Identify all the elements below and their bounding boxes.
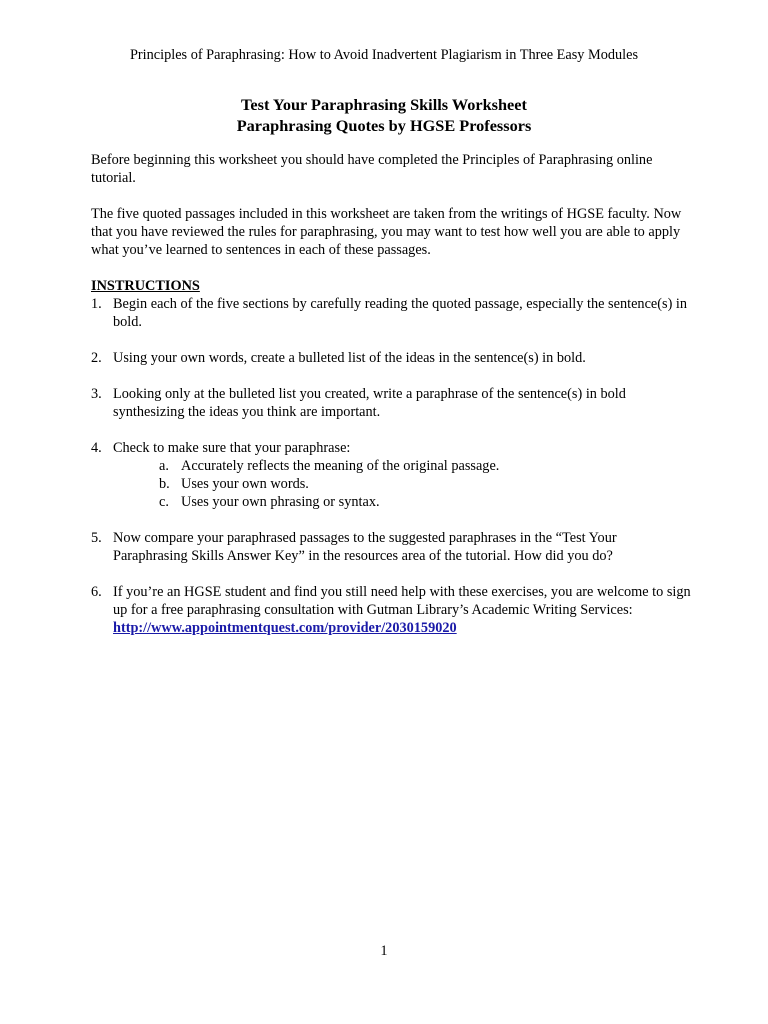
intro-paragraph-2: The five quoted passages included in this worksheet are taken from the writings of HGSE faculty. Now that you have reviewed the rules for paraphrasing, you may want to test how well you are able to apply what you’ve learned to sentences in each of these passages. — [91, 206, 682, 258]
instruction-item-6 — [91, 583, 691, 637]
instruction-item-3 — [91, 385, 691, 421]
instruction-number: 4. — [91, 440, 102, 456]
checklist-letter: a. — [159, 458, 169, 474]
instruction-number: 5. — [91, 530, 102, 546]
checklist-letter: b. — [159, 476, 170, 492]
appointment-link[interactable]: http://www.appointmentquest.com/provider/2030159020 — [113, 620, 457, 636]
instruction-text: If you’re an HGSE student and find you still need help with these exercises, you are welcome to sign up for a free paraphrasing consultation with Gutman Library’s Academic Writing Services: — [113, 584, 691, 618]
checklist-sublist — [113, 457, 691, 511]
instruction-item-5 — [91, 529, 691, 565]
checklist-text: Accurately reflects the meaning of the original passage. — [181, 458, 500, 474]
instruction-text: Now compare your paraphrased passages to the suggested paraphrases in the “Test Your Paraphrasing Skills Answer Key” in the resources area of the tutorial. How did you do? — [113, 530, 617, 564]
instructions-heading: INSTRUCTIONS — [91, 278, 200, 294]
title-line-2: Paraphrasing Quotes by HGSE Professors — [236, 116, 532, 135]
instruction-text: Begin each of the five sections by carefully reading the quoted passage, especially the sentence(s) in bold. — [113, 296, 688, 330]
checklist-text: Uses your own phrasing or syntax. — [181, 494, 380, 510]
checklist-item — [159, 493, 691, 511]
instruction-number: 3. — [91, 386, 102, 402]
instructions-list — [91, 295, 691, 637]
checklist-item — [159, 475, 691, 493]
worksheet-title — [0, 94, 768, 136]
instruction-number: 2. — [91, 350, 102, 366]
instruction-number: 6. — [91, 584, 102, 600]
checklist-text: Uses your own words. — [181, 476, 309, 492]
instruction-text: Check to make sure that your paraphrase: — [113, 440, 351, 456]
running-header: Principles of Paraphrasing: How to Avoid Inadvertent Plagiarism in Three Easy Modules — [129, 47, 639, 63]
checklist-letter: c. — [159, 494, 169, 510]
instruction-text: Looking only at the bulleted list you created, write a paraphrase of the sentence(s) in bold synthesizing the ideas you think are important. — [113, 386, 626, 420]
instruction-item-1 — [91, 295, 691, 331]
checklist-item — [159, 457, 691, 475]
page-number: 1 — [380, 943, 388, 959]
instruction-item-2 — [91, 349, 691, 367]
document-body — [91, 151, 691, 637]
instruction-number: 1. — [91, 296, 102, 312]
instruction-text: Using your own words, create a bulleted list of the ideas in the sentence(s) in bold. — [113, 350, 586, 366]
intro-paragraph-1: Before beginning this worksheet you should have completed the Principles of Paraphrasing online tutorial. — [91, 152, 653, 186]
title-line-1: Test Your Paraphrasing Skills Worksheet — [241, 95, 527, 114]
instruction-item-4 — [91, 439, 691, 511]
